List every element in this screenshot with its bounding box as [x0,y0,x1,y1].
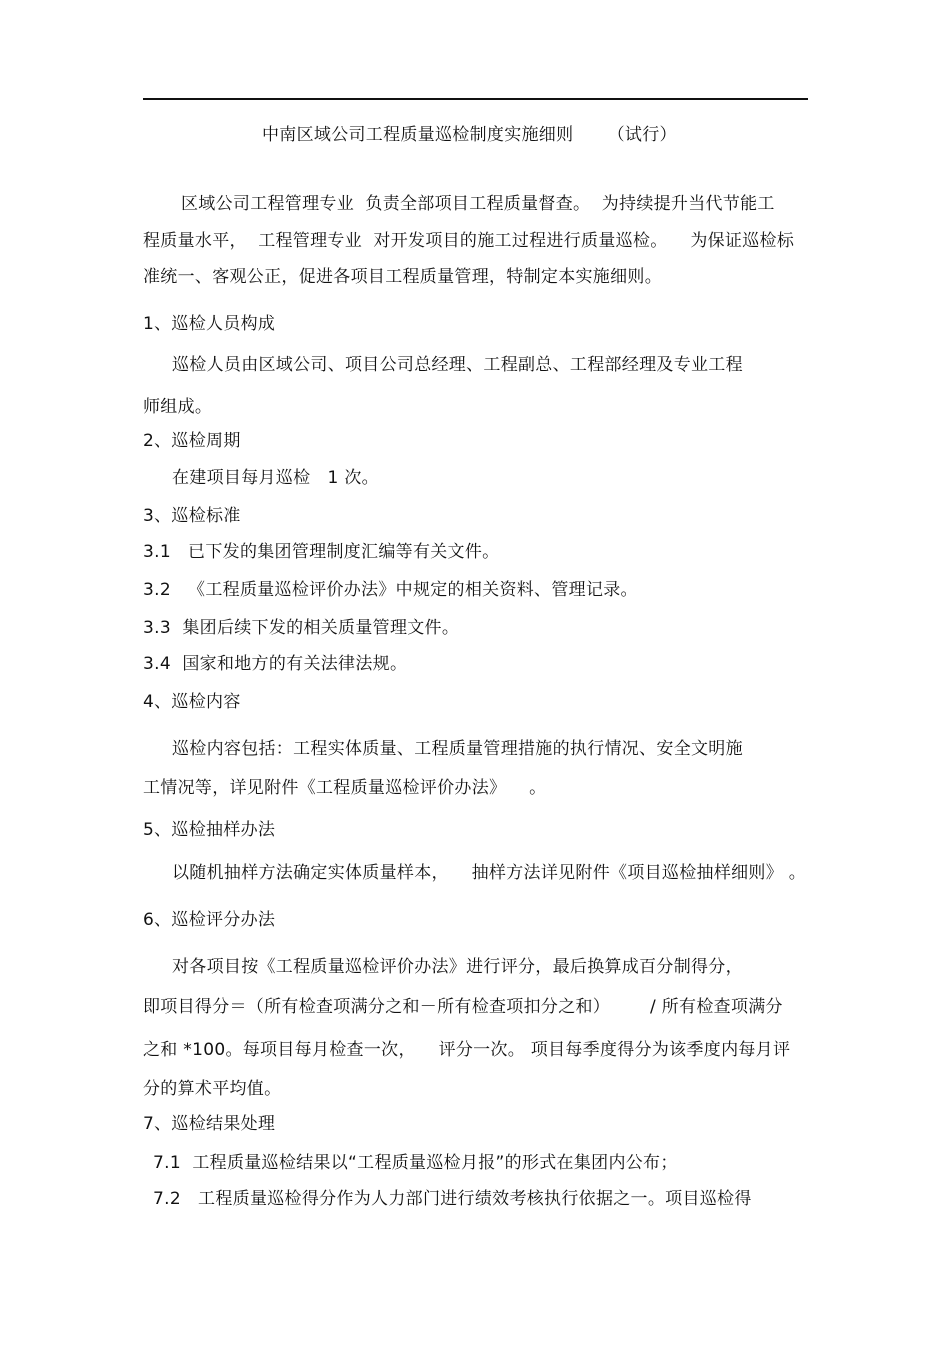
section-5-heading: 5、巡检抽样办法 [143,820,276,840]
section-7-item-2: 7.2 工程质量巡检得分作为人力部门进行绩效考核执行依据之一。项目巡检得 [153,1189,752,1209]
section-3-item-3: 3.3 集团后续下发的相关质量管理文件。 [143,618,460,638]
section-7-heading: 7、巡检结果处理 [143,1114,276,1134]
intro-line-2: 程质量水平， 工程管理专业 对开发项目的施工过程进行质量巡检。 为保证巡检标 [143,231,795,251]
section-2-body: 在建项目每月巡检 1 次。 [172,468,379,488]
section-7-item-1: 7.1 工程质量巡检结果以“工程质量巡检月报”的形式在集团内公布； [153,1153,678,1173]
header-rule [143,98,808,100]
section-1-body-line-1: 巡检人员由区域公司、项目公司总经理、工程副总、工程部经理及专业工程 [172,355,743,375]
intro-line-1: 区域公司工程管理专业 负责全部项目工程质量督查。 为持续提升当代节能工 [181,194,775,214]
section-3-item-4: 3.4 国家和地方的有关法律法规。 [143,654,408,674]
section-6-heading: 6、巡检评分办法 [143,910,276,930]
section-3-heading: 3、巡检标准 [143,506,241,526]
section-6-body-line-2: 即项目得分＝（所有检查项满分之和－所有检查项扣分之和） / 所有检查项满分 [143,997,783,1017]
section-1-body-line-2: 师组成。 [143,397,213,417]
intro-line-3: 准统一、客观公正，促进各项目工程质量管理，特制定本实施细则。 [143,267,662,287]
section-6-body-line-1: 对各项目按《工程质量巡检评价办法》进行评分，最后换算成百分制得分， [172,957,743,977]
section-4-heading: 4、巡检内容 [143,692,241,712]
section-6-body-line-4: 分的算术平均值。 [143,1079,282,1099]
section-2-heading: 2、巡检周期 [143,431,241,451]
section-5-body: 以随机抽样方法确定实体质量样本， 抽样方法详见附件《项目巡检抽样细则》 。 [172,863,807,883]
section-6-body-line-3: 之和 *100。每项目每月检查一次， 评分一次。 项目每季度得分为该季度内每月评 [143,1040,791,1060]
document-title: 中南区域公司工程质量巡检制度实施细则 （试行） [262,125,677,145]
section-3-item-1: 3.1 已下发的集团管理制度汇编等有关文件。 [143,542,500,562]
section-4-body-line-1: 巡检内容包括：工程实体质量、工程质量管理措施的执行情况、安全文明施 [172,739,743,759]
section-3-item-2: 3.2 《工程质量巡检评价办法》中规定的相关资料、管理记录。 [143,580,638,600]
section-1-heading: 1、巡检人员构成 [143,314,276,334]
section-4-body-line-2: 工情况等，详见附件《工程质量巡检评价办法》 。 [143,778,547,798]
